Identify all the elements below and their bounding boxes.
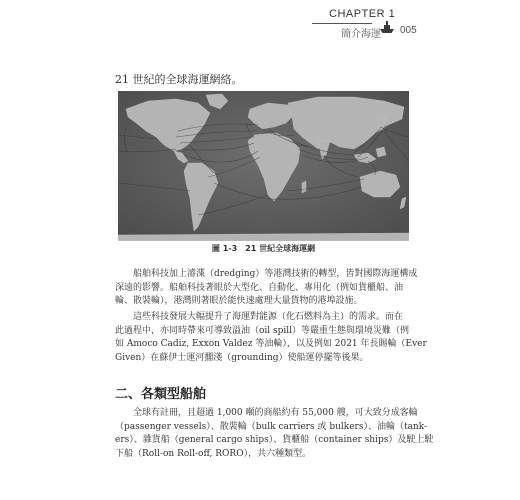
section-heading: 二、各類型船舶 [115,387,207,402]
paragraph [115,268,418,309]
header-rule [312,23,372,24]
page-number: 005 [400,25,417,36]
world-shipping-routes-map [118,91,409,241]
paragraph-line: 全球有註冊，且超過 1,000 噸的商船約有 55,000 艘，可大致分成客輪 [133,408,418,418]
paragraph-line: ers）、雜貨船（general cargo ships）、貨櫃船（container ships）及駛上駛 [115,435,434,445]
paragraph-line: Given）在蘇伊士運河擱淺（grounding）使船運停擺等後果。 [115,352,369,363]
chapter-label: CHAPTER 1 [329,8,396,20]
paragraph [115,407,434,461]
paragraph-line: 下船（Roll-on Roll-off, RORO），共六種類型。 [115,448,312,459]
paragraph-line: 深遠的影響。船舶科技著眼於大型化、自動化、專用化（例如貨櫃船、油 [115,282,404,293]
paragraph-line: 如 Amoco Cadiz, Exxon Valdez 等油輪），以及例如 2021 年長賜輪（Ever [115,339,427,349]
paragraph-line: 這些科技發展大幅提升了海運對能源（化石燃料為主）的需求。而在 [133,312,404,322]
intro-text: 21 世紀的全球海運網絡。 [115,73,243,86]
chapter-subtitle: 簡介海運 [341,29,381,40]
paragraph [115,311,427,365]
paragraph-line: （passenger vessels）、散裝輪（bulk carriers 或 bulkers）、油輪（tank- [115,421,428,432]
paragraph-line: 此過程中，亦同時帶來可導致溢油（oil spill）等嚴重生態與環境災難（例 [115,325,410,336]
ship-icon [379,20,395,34]
figure-caption: 圖 1-3 21 世紀全球海運網 [211,244,316,253]
paragraph-line: 輪、散裝輪），港灣則著眼於能快速處理大量貨物的港埠設施。 [115,296,363,306]
paragraph-line: 船舶科技加上濬渫（dredging）等港灣技術的轉型，皆對國際海運構成 [133,269,418,279]
